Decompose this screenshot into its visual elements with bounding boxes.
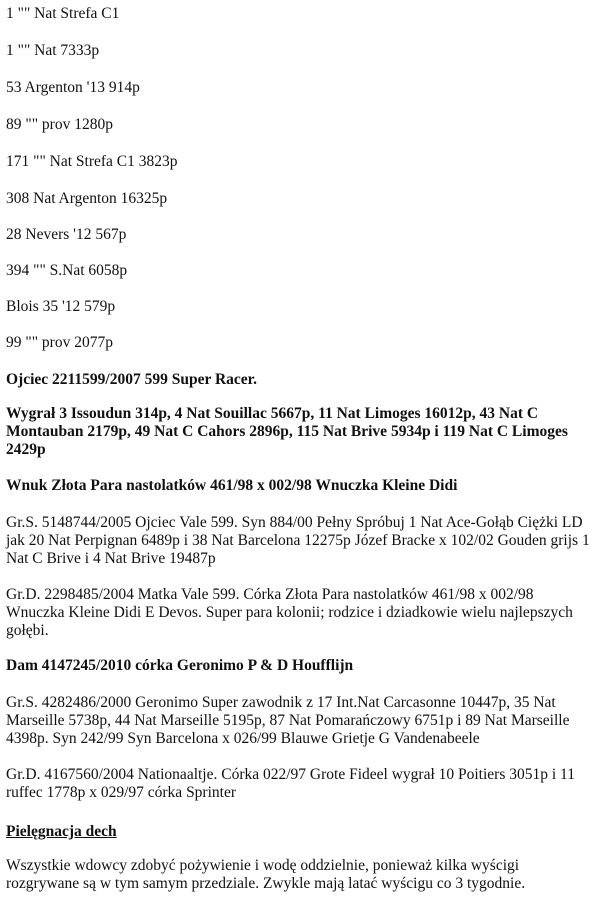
dam-granddam-paragraph: Gr.D. 4167560/2004 Nationaaltje. Córka 022/97 Grote Fideel wygrał 10 Poitiers 3051p i 11 ruffec 1778p x 029/97 córka Sprinter xyxy=(6,766,575,801)
result-line: 99 "" prov 2077p xyxy=(6,334,113,351)
dam-heading: Dam 4147245/2010 córka Geronimo P & D Houfflijn xyxy=(6,657,354,674)
sire-grandson-line: Wnuk Złota Para nastolatków 461/98 x 002/98 Wnuczka Kleine Didi xyxy=(6,477,458,494)
sire-heading: Ojciec 2211599/2007 599 Super Racer. xyxy=(6,371,257,388)
result-line: 308 Nat Argenton 16325p xyxy=(6,190,168,207)
result-line: 394 "" S.Nat 6058p xyxy=(6,262,128,279)
result-line: 89 "" prov 1280p xyxy=(6,116,113,133)
result-line: 28 Nevers '12 567p xyxy=(6,226,127,243)
result-line: 171 "" Nat Strefa C1 3823p xyxy=(6,153,178,170)
result-line: Blois 35 '12 579p xyxy=(6,298,116,315)
sire-granddam-paragraph: Gr.D. 2298485/2004 Matka Vale 599. Córka Złota Para nastolatków 461/98 x 002/98 Wnuczka Kleine Didi E Devos. Super para kolonii; rodzice i dziadkowie wielu najlepszych gołębi. xyxy=(6,586,573,639)
care-paragraph: Wszystkie wdowcy zdobyć pożywienie i wodę oddzielnie, ponieważ kilka wyścigi rozgrywane są w tym samym przedziale. Zwykle mają latać wyścigu co 3 tygodnie. xyxy=(6,857,526,892)
result-line: 1 "" Nat Strefa C1 xyxy=(6,5,120,22)
result-line: 53 Argenton '13 914p xyxy=(6,79,140,96)
sire-wins: Wygrał 3 Issoudun 314p, 4 Nat Souillac 5667p, 11 Nat Limoges 16012p, 43 Nat C Montauban 2179p, 49 Nat C Cahors 2896p, 115 Nat Brive 5934p i 119 Nat C Limoges 2429p xyxy=(6,405,568,458)
care-heading: Pielęgnacja dech xyxy=(6,823,117,840)
sire-grandsire-paragraph: Gr.S. 5148744/2005 Ojciec Vale 599. Syn 884/00 Pełny Spróbuj 1 Nat Ace-Gołąb Ciężki LD jak 20 Nat Perpignan 6489p i 38 Nat Barcelona 12275p Józef Bracke x 102/02 Gouden grijs 1 Nat C Brive i 4 Nat Brive 19487p xyxy=(6,514,590,567)
dam-grandsire-paragraph: Gr.S. 4282486/2000 Geronimo Super zawodnik z 17 Int.Nat Carcasonne 10447p, 35 Nat Marseille 5738p, 44 Nat Marseille 5195p, 87 Nat Pomarańczowy 6751p i 89 Nat Marseille 4398p. Syn 242/99 Syn Barcelona x 026/99 Blauwe Grietje G Vandenabeele xyxy=(6,694,570,747)
result-line: 1 "" Nat 7333p xyxy=(6,42,100,59)
